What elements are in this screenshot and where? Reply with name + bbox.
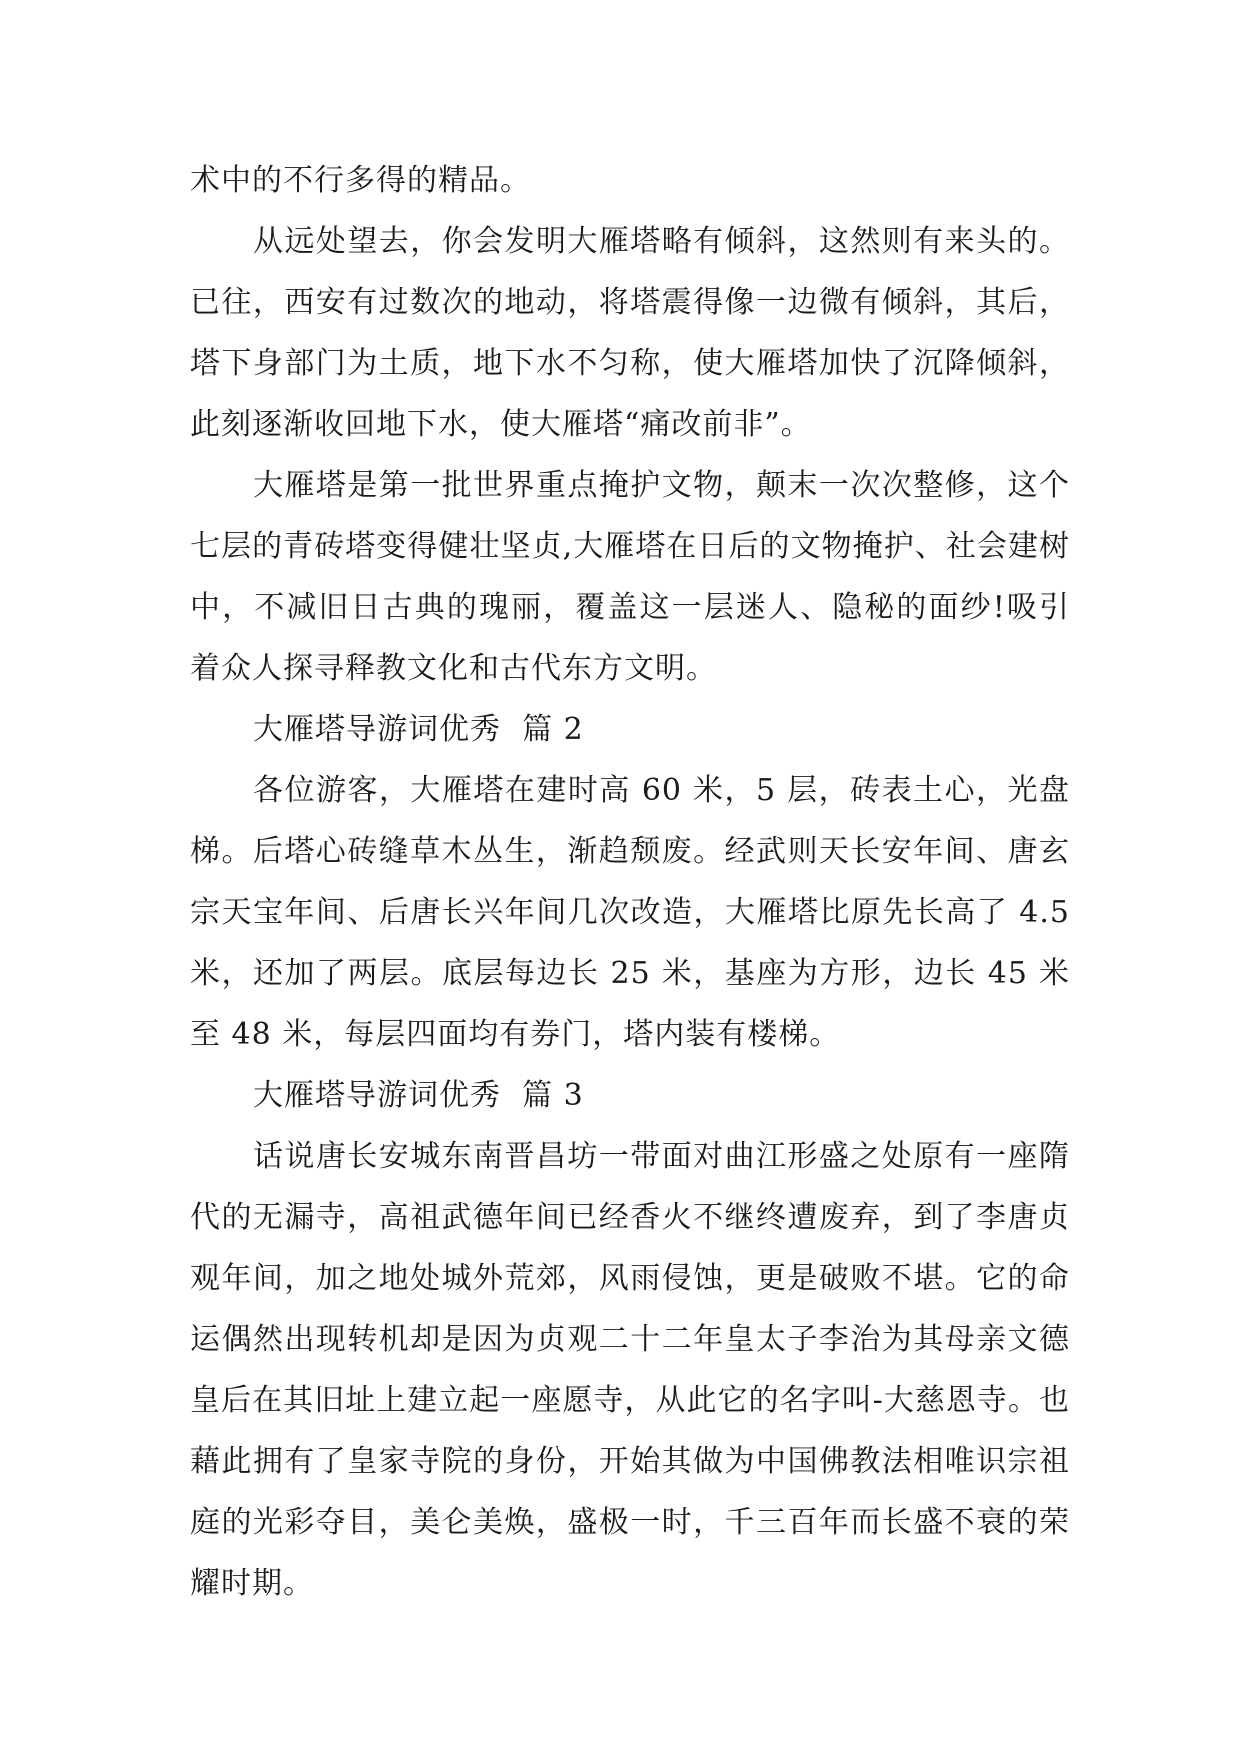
paragraph-1: 术中的不行多得的精品。: [190, 163, 531, 198]
paragraph-5: 话说唐长安城东南晋昌坊一带面对曲江形盛之处原有一座隋代的无漏寺，高祖武德年间已经香火不继终遭废弃，到了李唐贞观年间，加之地处城外荒郊，风雨侵蚀，更是破败不堪。它的命运偶然出现转机却是因为贞观二十二年皇太子李治为其母亲文德皇后在其旧址上建立起一座愿寺，从此它的名字叫-大慈恩寺。也藉此拥有了皇家寺院的身份，开始其做为中国佛教法相唯识宗祖庭的光彩夺目，美仑美焕，盛极一时，千三百年而长盛不衰的荣耀时期。: [190, 1139, 1070, 1601]
paragraph-3: 大雁塔是第一批世界重点掩护文物，颠末一次次整修，这个七层的青砖塔变得健壮坚贞,大雁塔在日后的文物掩护、社会建树中，不减旧日古典的瑰丽，覆盖这一层迷人、隐秘的面纱!吸引着众人探寻释教文化和古代东方文明。: [190, 468, 1070, 686]
paragraph-4: 各位游客，大雁塔在建时高 60 米，5 层，砖表土心，光盘梯。后塔心砖缝草木丛生，渐趋颓废。经武则天长安年间、唐玄宗天宝年间、后唐长兴年间几次改造，大雁塔比原先长高了 4.5 米，还加了两层。底层每边长 25 米，基座为方形，边长 45 米至 48 米，每层四面均有券门，塔内装有楼梯。: [190, 773, 1070, 1052]
document-page: [190, 150, 1070, 1614]
section-heading-2: 大雁塔导游词优秀 篇 2: [253, 712, 584, 747]
section-heading-3: 大雁塔导游词优秀 篇 3: [253, 1078, 584, 1113]
paragraph-2: 从远处望去，你会发明大雁塔略有倾斜，这然则有来头的。已往，西安有过数次的地动，将塔震得像一边微有倾斜，其后，塔下身部门为土质，地下水不匀称，使大雁塔加快了沉降倾斜，此刻逐渐收回地下水，使大雁塔“痛改前非”。: [190, 224, 1070, 442]
